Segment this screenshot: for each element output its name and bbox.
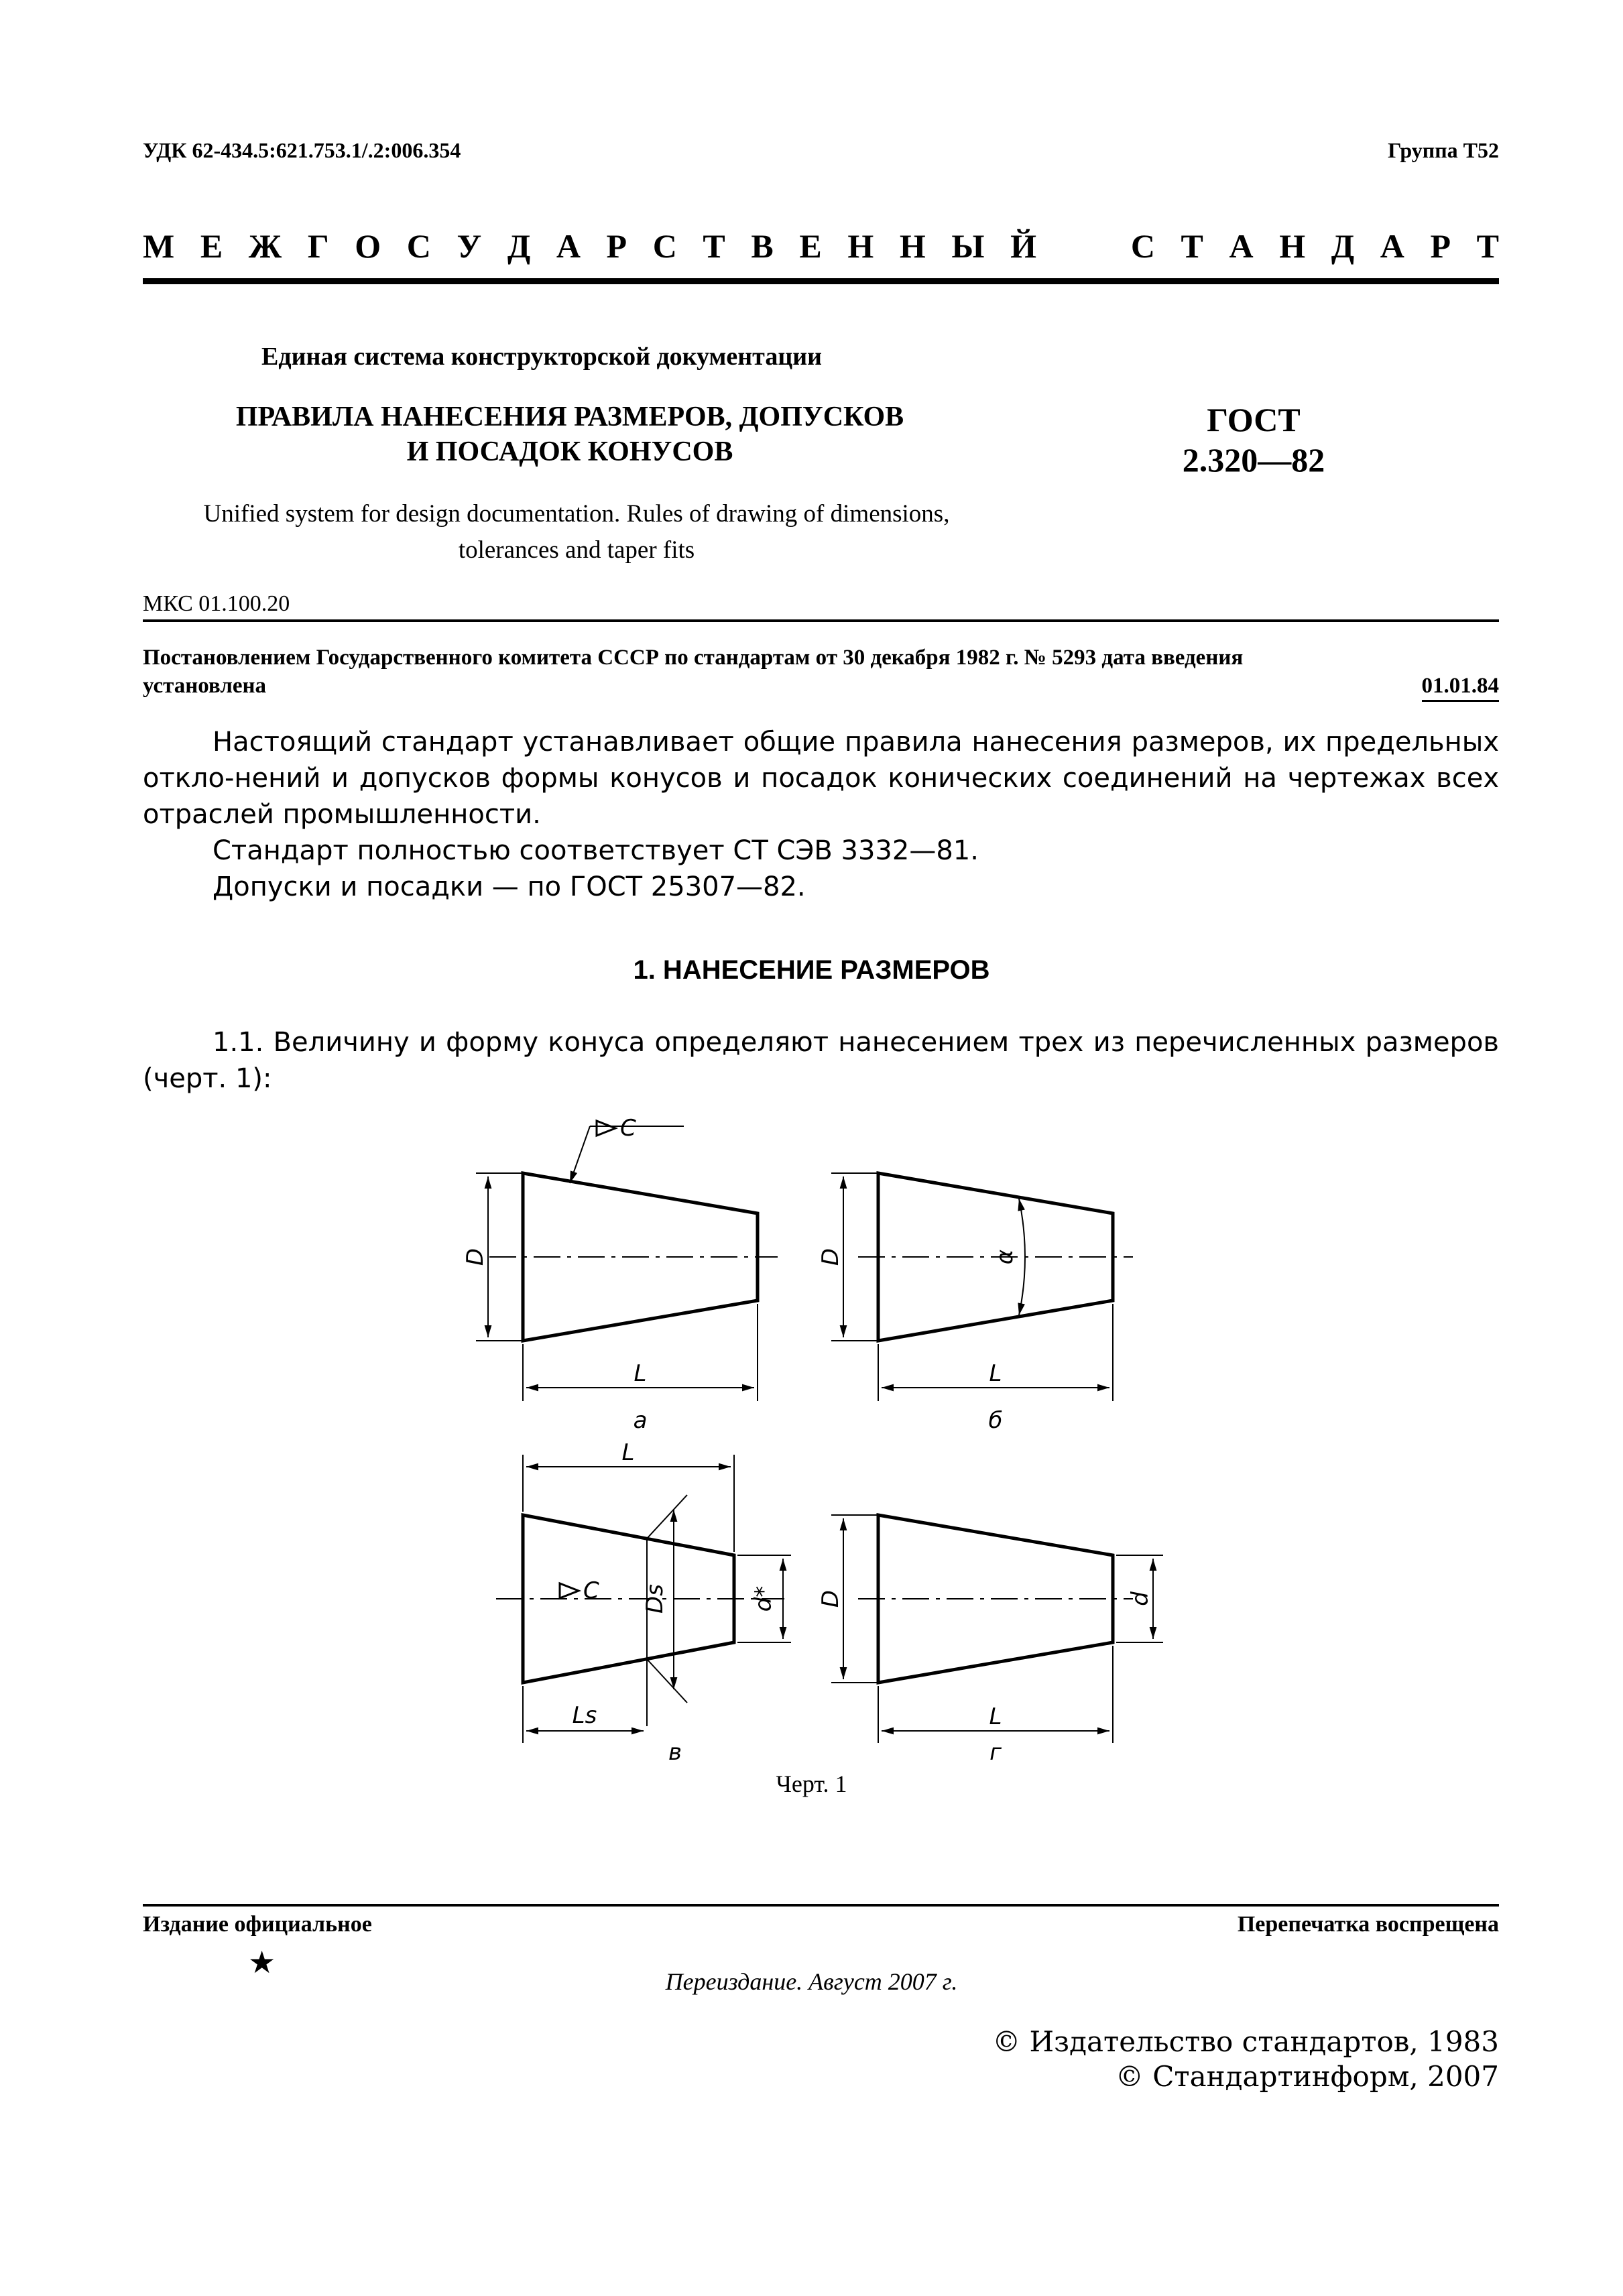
banner-gap — [1063, 227, 1071, 265]
title-line-2: И ПОСАДОК КОНУСОВ — [406, 436, 733, 467]
banner-letter: Ж — [248, 227, 282, 265]
panel-label-b: б — [988, 1407, 1003, 1434]
official-edition: Издание официальное — [143, 1912, 372, 1937]
effective-date: 01.01.84 — [1422, 672, 1500, 702]
banner-letter: С — [406, 227, 431, 265]
banner-letter: Д — [507, 227, 531, 265]
intro-paragraph-1: Настоящий стандарт устанавливает общие правила нанесения размеров, их предельных откло-нений и допусков формы конусов и посадок конических соединений на чертежах всех отраслей промышленности. — [143, 727, 1499, 830]
header-rule — [143, 278, 1499, 284]
english-title-line-1: Unified system for design documentation. Rules of drawing of dimensions, — [203, 500, 950, 528]
banner-letter: Й — [1010, 227, 1036, 265]
copyright-block — [992, 2025, 1499, 2094]
group-code: Группа Т52 — [1388, 138, 1499, 162]
label-Ds-v: Ds — [642, 1584, 668, 1614]
banner-letter: В — [751, 227, 774, 265]
decree-established: установлена — [143, 674, 266, 698]
banner-letter: Н — [847, 227, 874, 265]
banner-letter: Ы — [951, 227, 985, 265]
banner-letter: А — [1229, 227, 1254, 265]
gost-label: ГОСТ — [1207, 401, 1301, 438]
label-Ls-v: Ls — [572, 1702, 597, 1729]
banner-letter: Д — [1331, 227, 1355, 265]
label-L-b: L — [989, 1360, 1002, 1387]
label-alpha-b: α — [991, 1249, 1018, 1265]
cone-drawing-b — [831, 1173, 1133, 1401]
reissue-note: Переиздание. Август 2007 г. — [665, 1968, 958, 1995]
mks-code: МКС 01.100.20 — [143, 591, 290, 616]
label-taper-c-a: C — [620, 1115, 636, 1142]
cone-drawing-a — [476, 1121, 778, 1401]
gost-number — [1113, 400, 1394, 480]
copyright-2007: © Стандартинформ, 2007 — [1115, 2060, 1499, 2093]
intro-paragraph-2: Стандарт полностью соответствует СТ СЭВ 3332—81. — [213, 835, 979, 866]
panel-label-a: а — [633, 1407, 648, 1434]
document-title — [168, 400, 972, 469]
reprint-prohibited: Перепечатка воспрещена — [1237, 1912, 1499, 1937]
intro-paragraph-3: Допуски и посадки — по ГОСТ 25307—82. — [213, 871, 806, 902]
banner-letter: Н — [1279, 227, 1306, 265]
banner-letter: С — [1130, 227, 1155, 265]
label-L-a: L — [634, 1360, 647, 1387]
english-title-line-2: tolerances and taper fits — [458, 536, 695, 564]
section-heading: 1. НАНЕСЕНИЕ РАЗМЕРОВ — [633, 955, 990, 985]
banner-letter: А — [556, 227, 581, 265]
label-D-a: D — [462, 1248, 489, 1266]
label-D-b: D — [817, 1248, 844, 1266]
banner-letter: С — [652, 227, 677, 265]
gost-code: 2.320—82 — [1182, 441, 1325, 479]
system-name: Единая система конструкторской документации — [261, 343, 822, 371]
cone-dimensions-figure — [402, 1113, 1173, 1770]
title-line-1: ПРАВИЛА НАНЕСЕНИЯ РАЗМЕРОВ, ДОПУСКОВ — [235, 402, 904, 432]
panel-label-v: в — [668, 1739, 682, 1766]
banner-letter: Г — [307, 227, 329, 265]
banner-letter: Т — [1181, 227, 1203, 265]
banner-letter: Е — [799, 227, 822, 265]
banner-letter: Т — [1476, 227, 1499, 265]
decree-block — [143, 644, 1499, 702]
figure-caption: Черт. 1 — [776, 1770, 847, 1797]
english-title — [107, 496, 1046, 568]
footer-rule — [143, 1904, 1499, 1907]
udk-code: УДК 62-434.5:621.753.1/.2:006.354 — [143, 138, 461, 162]
label-d-star-v: d* — [750, 1585, 777, 1612]
mks-rule — [143, 619, 1499, 622]
banner-letter: Е — [200, 227, 223, 265]
decree-line-1: Постановлением Государственного комитета СССР по стандартам от 30 декабря 1982 г. № 5293 дата введения — [143, 646, 1244, 670]
banner-letter: О — [355, 227, 381, 265]
label-d-g: d — [1127, 1591, 1154, 1606]
banner-letter: М — [143, 227, 175, 265]
intro-text — [143, 724, 1499, 905]
label-L-g: L — [989, 1703, 1002, 1730]
banner-gap — [1097, 227, 1105, 265]
label-L-v: L — [621, 1439, 635, 1466]
banner-letter: Т — [703, 227, 725, 265]
banner-letter: Р — [606, 227, 627, 265]
banner-letter: Н — [899, 227, 926, 265]
banner-letter: У — [457, 227, 482, 265]
label-D-g: D — [817, 1589, 844, 1608]
label-taper-c-v: C — [583, 1577, 599, 1604]
interstate-standard-banner — [143, 227, 1499, 265]
banner-letter: Р — [1430, 227, 1451, 265]
copyright-1983: © Издательство стандартов, 1983 — [992, 2025, 1499, 2058]
clause-1-1: 1.1. Величину и форму конуса определяют нанесением трех из перечисленных размеров (черт. 1): — [143, 1027, 1499, 1094]
decree-line-2 — [143, 672, 1499, 702]
banner-letter: А — [1380, 227, 1404, 265]
panel-label-g: г — [989, 1739, 1002, 1766]
star-icon: ★ — [248, 1945, 276, 1980]
